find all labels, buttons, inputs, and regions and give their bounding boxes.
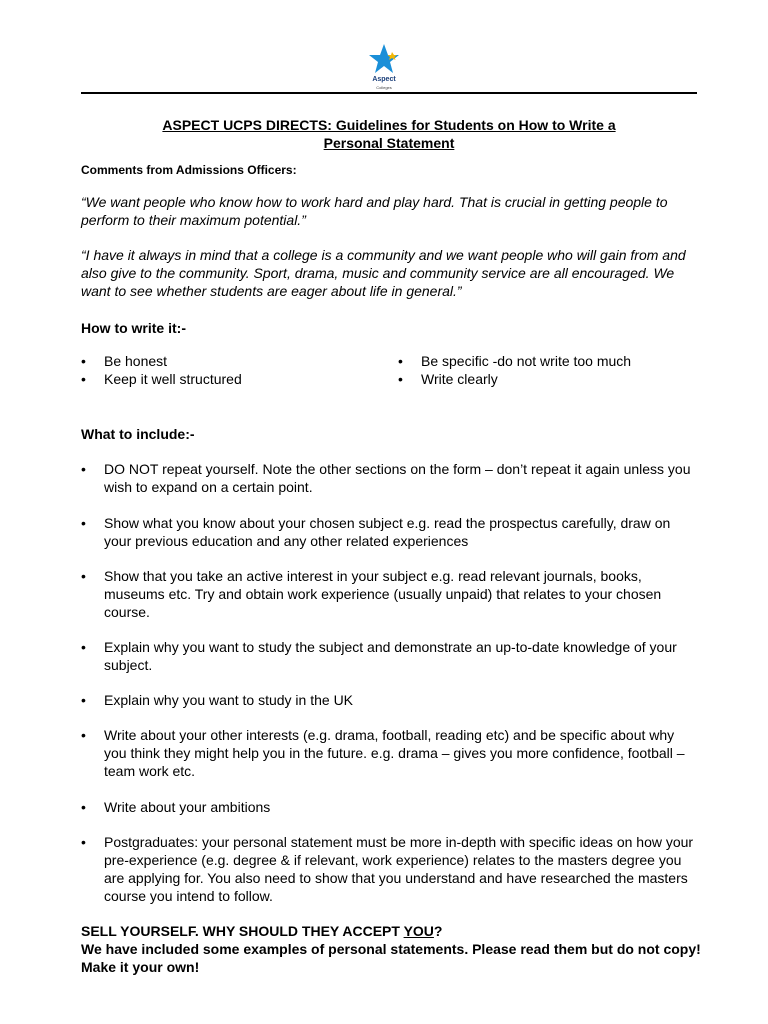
how-list-right-column [398, 352, 698, 388]
list-item: • Postgraduates: your personal statement must be more in-depth with specific ideas on how your pre-experience (e.g. degree & if relevant, work experience) relates to the masters degree you are applying for. You also need to show that you understand and have researched the masters course you intend to follow. [81, 834, 694, 904]
bullet-icon: • [81, 692, 86, 708]
bullet-icon: • [81, 834, 86, 850]
list-item: • Be honest [81, 353, 168, 369]
list-item: • DO NOT repeat yourself. Note the other sections on the form – don’t repeat it again unless you wish to expand on a certain point. [81, 461, 691, 495]
list-item: • Be specific -do not write too much [398, 353, 632, 369]
document-title [81, 116, 697, 152]
list-item: • Write about your other interests (e.g. drama, football, reading etc) and be specific about why you think they might help you in the future. e.g. drama – gives you more confidence, football – team work etc. [81, 727, 685, 779]
list-item: • Show that you take an active interest in your subject e.g. read relevant journals, books, museums etc. Try and obtain work experience (usually unpaid) that relates to your chosen course. [81, 568, 662, 620]
what-to-include-heading: What to include:- [81, 426, 195, 442]
bullet-icon: • [81, 371, 86, 387]
bullet-icon: • [398, 353, 403, 369]
star-icon [361, 42, 407, 76]
bullet-icon: • [81, 568, 86, 584]
bullet-icon: • [81, 353, 86, 369]
list-item: • Show what you know about your chosen subject e.g. read the prospectus carefully, draw on your previous education and any other related experiences [81, 515, 671, 549]
list-item: • Explain why you want to study the subject and demonstrate an up-to-date knowledge of your subject. [81, 639, 677, 673]
list-item: • Write clearly [398, 371, 498, 387]
bullet-icon: • [81, 799, 86, 815]
list-item: • Keep it well structured [81, 371, 242, 387]
logo-wordmark: Aspect [372, 76, 396, 83]
header-divider [81, 92, 697, 94]
logo-subtitle: Colleges [376, 85, 392, 90]
comments-heading: Comments from Admissions Officers: [81, 163, 297, 177]
admissions-quote: “We want people who know how to work hard and play hard. That is crucial in getting people to perform to their maximum potential.” [81, 194, 668, 228]
how-to-write-heading: How to write it:- [81, 320, 186, 336]
title-line-2: Personal Statement [323, 135, 455, 151]
list-item: • Explain why you want to study in the UK [81, 692, 354, 708]
emphasis-you: YOU [403, 923, 434, 939]
how-list-left-column [81, 352, 381, 388]
sell-yourself-callout: SELL YOURSELF. WHY SHOULD THEY ACCEPT YOU? [81, 923, 443, 939]
list-item: • Write about your ambitions [81, 799, 271, 815]
admissions-quote: “I have it always in mind that a college is a community and we want people who will gain from and also give to the community. Sport, drama, music and community service are all encouraged. We want to see whether students are eager about life in general.” [81, 247, 686, 299]
title-line-1: ASPECT UCPS DIRECTS: Guidelines for Students on How to Write a [162, 117, 616, 133]
aspect-logo [361, 42, 407, 92]
bullet-icon: • [81, 727, 86, 743]
bullet-icon: • [81, 515, 86, 531]
examples-note: We have included some examples of personal statements. Please read them but do not copy! Make it your own! [81, 941, 701, 975]
bullet-icon: • [81, 639, 86, 655]
bullet-icon: • [398, 371, 403, 387]
bullet-icon: • [81, 461, 86, 477]
how-to-write-list [81, 352, 697, 392]
